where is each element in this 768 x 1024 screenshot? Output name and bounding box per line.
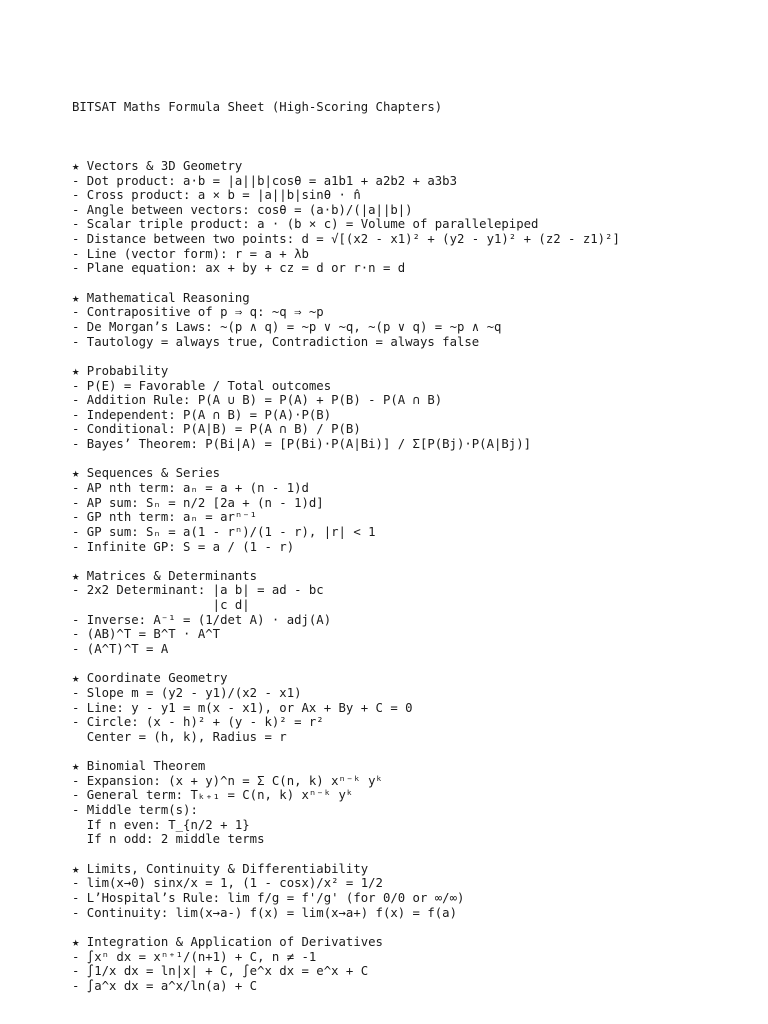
section-spacer xyxy=(72,276,752,291)
formula-line: - (AB)^T = B^T · A^T xyxy=(72,627,221,642)
section-spacer xyxy=(72,847,752,862)
formula-line: - General term: Tₖ₊₁ = C(n, k) xⁿ⁻ᵏ yᵏ xyxy=(72,788,354,803)
section-spacer xyxy=(72,745,752,760)
formula-line: If n even: T_{n/2 + 1} xyxy=(72,817,250,832)
section-heading: ★ Probability xyxy=(72,363,169,378)
formula-line: - Line (vector form): r = a + λb xyxy=(72,246,309,261)
formula-line: - Scalar triple product: a · (b × c) = Volume of parallelepiped xyxy=(72,217,539,232)
formula-line: - Circle: (x - h)² + (y - k)² = r² xyxy=(72,715,324,730)
formula-line: - Plane equation: ax + by + cz = d or r·n = d xyxy=(72,261,406,276)
formula-line: - Addition Rule: P(A ∪ B) = P(A) + P(B) - P(A ∩ B) xyxy=(72,393,443,408)
section-spacer xyxy=(72,452,752,467)
formula-line: |c d| xyxy=(72,598,250,613)
sections-container xyxy=(72,144,752,993)
formula-line: - GP sum: Sₙ = a(1 - rⁿ)/(1 - r), |r| < 1 xyxy=(72,524,376,539)
formula-line: - Angle between vectors: cosθ = (a·b)/(|a||b|) xyxy=(72,202,413,217)
section-heading: ★ Sequences & Series xyxy=(72,466,221,481)
section-spacer xyxy=(72,349,752,364)
formula-line: - Tautology = always true, Contradiction = always false xyxy=(72,334,480,349)
section-heading: ★ Matrices & Determinants xyxy=(72,568,258,583)
section-spacer xyxy=(72,657,752,672)
formula-line: - AP nth term: aₙ = a + (n - 1)d xyxy=(72,481,309,495)
section xyxy=(72,569,752,657)
formula-line: - De Morgan’s Laws: ~(p ∧ q) = ~p ∨ ~q, ~(p ∨ q) = ~p ∧ ~q xyxy=(72,319,502,334)
section-heading: ★ Vectors & 3D Geometry xyxy=(72,158,243,173)
formula-line: - Inverse: A⁻¹ = (1/det A) · adj(A) xyxy=(72,612,332,627)
section-heading: ★ Mathematical Reasoning xyxy=(72,290,250,305)
section xyxy=(72,466,752,554)
formula-line: - Contrapositive of p ⇒ q: ~q ⇒ ~p xyxy=(72,305,324,320)
formula-line: - ∫1/x dx = ln|x| + C, ∫e^x dx = e^x + C xyxy=(72,964,369,979)
formula-line: - Infinite GP: S = a / (1 - r) xyxy=(72,539,295,554)
formula-line: - lim(x→0) sinx/x = 1, (1 - cosx)/x² = 1/2 xyxy=(72,876,383,891)
section-spacer xyxy=(72,920,752,935)
formula-line: - ∫xⁿ dx = xⁿ⁺¹/(n+1) + C, n ≠ -1 xyxy=(72,949,317,964)
formula-line: Center = (h, k), Radius = r xyxy=(72,729,287,744)
section-heading: ★ Binomial Theorem xyxy=(72,759,206,774)
section xyxy=(72,291,752,350)
formula-line: - Conditional: P(A|B) = P(A ∩ B) / P(B) xyxy=(72,422,361,437)
section xyxy=(72,671,752,744)
formula-line: - Middle term(s): xyxy=(72,803,198,818)
section-heading: ★ Limits, Continuity & Differentiability xyxy=(72,861,369,876)
formula-line: - Distance between two points: d = √[(x2 - x1)² + (y2 - y1)² + (z2 - z1)²] xyxy=(72,232,620,247)
formula-line: - Cross product: a × b = |a||b|sinθ · n̂ xyxy=(72,188,361,203)
formula-line: If n odd: 2 middle terms xyxy=(72,832,265,847)
formula-line: - GP nth term: aₙ = arⁿ⁻¹ xyxy=(72,510,258,525)
formula-sheet xyxy=(72,71,752,1008)
formula-line: - Line: y - y1 = m(x - x1), or Ax + By + C = 0 xyxy=(72,700,413,715)
section xyxy=(72,364,752,452)
formula-line: - Bayes’ Theorem: P(Bi|A) = [P(Bi)·P(A|Bi)] / Σ[P(Bj)·P(A|Bj)] xyxy=(72,437,532,452)
formula-line: - P(E) = Favorable / Total outcomes xyxy=(72,378,332,393)
formula-line: - Continuity: lim(x→a-) f(x) = lim(x→a+) f(x) = f(a) xyxy=(72,905,457,920)
formula-line: - Slope m = (y2 - y1)/(x2 - x1) xyxy=(72,685,302,700)
formula-line: - (A^T)^T = A xyxy=(72,642,169,657)
document-title: BITSAT Maths Formula Sheet (High-Scoring Chapters) xyxy=(72,100,443,115)
formula-line: - ∫a^x dx = a^x/ln(a) + C xyxy=(72,978,258,993)
section xyxy=(72,159,752,276)
formula-line: - 2x2 Determinant: |a b| = ad - bc xyxy=(72,583,324,598)
section-spacer xyxy=(72,554,752,569)
formula-line: - Dot product: a·b = |a||b|cosθ = a1b1 + a2b2 + a3b3 xyxy=(72,173,457,188)
section-heading: ★ Coordinate Geometry xyxy=(72,671,228,686)
formula-line: - Independent: P(A ∩ B) = P(A)·P(B) xyxy=(72,407,332,422)
formula-line: - Expansion: (x + y)^n = Σ C(n, k) xⁿ⁻ᵏ yᵏ xyxy=(72,773,383,788)
section-heading: ★ Integration & Application of Derivatives xyxy=(72,934,383,949)
section xyxy=(72,759,752,847)
section xyxy=(72,862,752,921)
formula-line: - AP sum: Sₙ = n/2 [2a + (n - 1)d] xyxy=(72,495,324,510)
section-spacer xyxy=(72,144,752,159)
section xyxy=(72,935,752,994)
formula-line: - L’Hospital’s Rule: lim f/g = f'/g' (for 0/0 or ∞/∞) xyxy=(72,890,465,905)
